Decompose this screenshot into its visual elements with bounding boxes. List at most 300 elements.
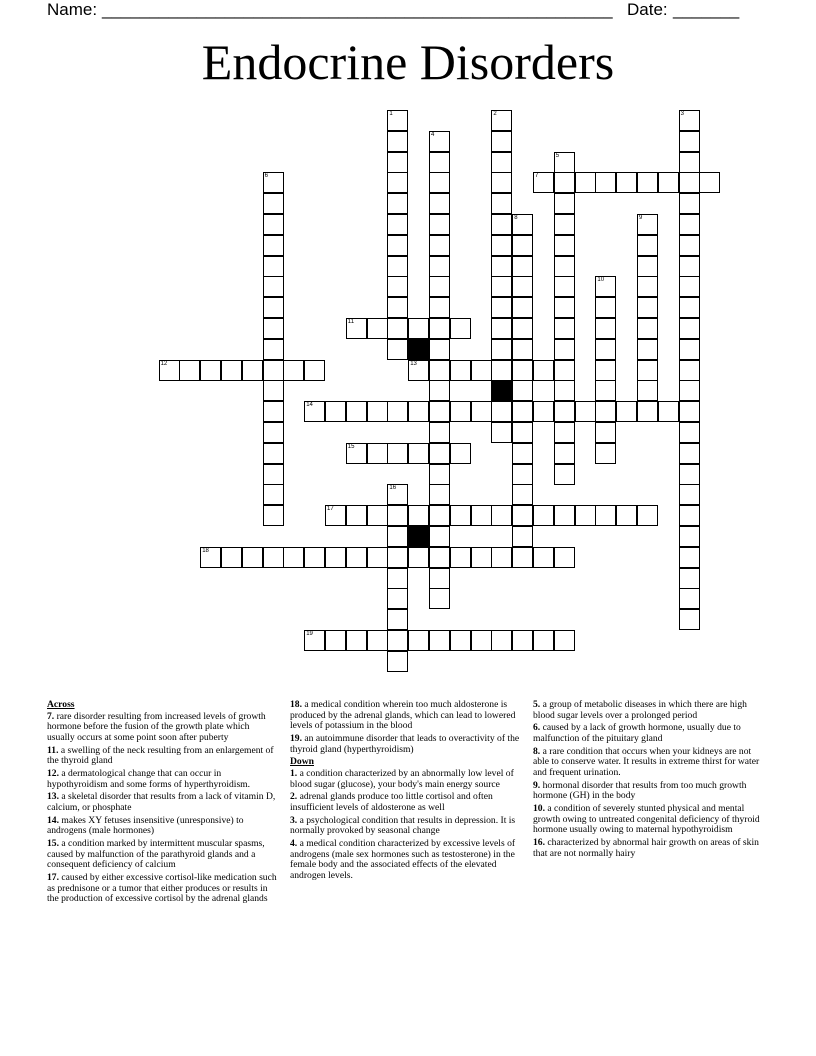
crossword-cell[interactable] (491, 276, 512, 297)
crossword-cell[interactable] (408, 443, 429, 464)
crossword-cell[interactable] (263, 547, 284, 568)
crossword-cell[interactable] (679, 360, 700, 381)
crossword-cell[interactable] (429, 630, 450, 651)
crossword-cell[interactable] (429, 193, 450, 214)
crossword-cell[interactable] (263, 193, 284, 214)
clue-number-label: 7. (47, 710, 55, 722)
clue-number-label: 18. (290, 699, 302, 710)
crossword-cell[interactable] (637, 256, 658, 277)
crossword-cell[interactable] (429, 401, 450, 422)
crossword-cell[interactable] (283, 360, 304, 381)
crossword-cell[interactable] (554, 339, 575, 360)
crossword-cell[interactable] (637, 380, 658, 401)
crossword-cell[interactable] (616, 401, 637, 422)
crossword-cell[interactable] (346, 547, 367, 568)
crossword-cell[interactable] (512, 276, 533, 297)
crossword-cell[interactable] (304, 401, 325, 422)
clue-item (290, 734, 522, 755)
clue-text: a condition characterized by an abnormally low level of blood sugar (glucose), your body's main energy source (290, 767, 514, 790)
crossword-cell[interactable] (512, 464, 533, 485)
crossword-cell[interactable] (471, 401, 492, 422)
clue-text: rare disorder resulting from increased levels of growth hormone before the fusion of the growth plate which usually occurs at some point soon after puberty (47, 710, 266, 743)
crossword-cell[interactable] (408, 401, 429, 422)
clues-column-1 (47, 700, 277, 907)
crossword-cell[interactable] (554, 235, 575, 256)
crossword-cell[interactable] (554, 214, 575, 235)
crossword-cell[interactable] (387, 152, 408, 173)
crossword-cell[interactable] (491, 318, 512, 339)
crossword-cell[interactable] (554, 443, 575, 464)
crossword-cell[interactable] (221, 547, 242, 568)
crossword-cell[interactable] (554, 505, 575, 526)
crossword-cell[interactable] (491, 214, 512, 235)
crossword-cell[interactable] (429, 297, 450, 318)
across-heading: Across (47, 699, 75, 710)
clue-item (533, 838, 765, 859)
crossword-cell[interactable] (304, 630, 325, 651)
crossword-cell[interactable] (367, 505, 388, 526)
crossword-cell[interactable] (575, 401, 596, 422)
clue-item (290, 792, 522, 813)
clue-number: 15 (347, 443, 355, 450)
clue-text: a condition marked by intermittent muscular spasms, caused by malfunction of the parathyroid glands and a consequent deficiency of calcium (47, 838, 265, 871)
crossword-cell[interactable] (387, 401, 408, 422)
crossword-cell[interactable] (429, 318, 450, 339)
crossword-cell[interactable] (679, 526, 700, 547)
crossword-cell[interactable] (387, 568, 408, 589)
crossword-cell[interactable] (512, 235, 533, 256)
crossword-cell[interactable] (450, 443, 471, 464)
crossword-cell[interactable] (554, 318, 575, 339)
crossword-cell[interactable] (450, 505, 471, 526)
crossword-cell[interactable] (679, 256, 700, 277)
clue-number-label: 6. (533, 722, 541, 734)
crossword-cell[interactable] (304, 360, 325, 381)
crossword-cell[interactable] (491, 152, 512, 173)
crossword-cell[interactable] (429, 588, 450, 609)
crossword-cell[interactable] (387, 484, 408, 505)
clue-item (290, 700, 522, 732)
clue-item (47, 712, 277, 744)
crossword-cell[interactable] (679, 131, 700, 152)
crossword-cell[interactable] (429, 380, 450, 401)
crossword-cell[interactable] (512, 443, 533, 464)
clue-number: 17 (327, 506, 334, 513)
crossword-cell[interactable] (429, 276, 450, 297)
clue-text: a dermatological change that can occur in hypothyroidism and some forms of hyperthyroidism. (47, 767, 251, 790)
crossword-cell[interactable] (679, 318, 700, 339)
clue-number-label: 3. (290, 814, 298, 826)
crossword-cell[interactable] (679, 380, 700, 401)
crossword-cell[interactable] (242, 547, 263, 568)
clue-number: 1 (389, 111, 393, 117)
crossword-cell[interactable] (679, 422, 700, 443)
crossword-cell[interactable] (512, 318, 533, 339)
clue-number-label: 16. (533, 837, 545, 849)
crossword-cell[interactable] (616, 505, 637, 526)
clue-number: 12 (160, 360, 168, 367)
crossword-cell[interactable] (679, 505, 700, 526)
crossword-cell[interactable] (429, 443, 450, 464)
crossword-cell[interactable] (346, 318, 367, 339)
crossword-cell[interactable] (263, 318, 284, 339)
crossword-cell[interactable] (387, 339, 408, 360)
crossword-cell[interactable] (679, 339, 700, 360)
crossword-cell[interactable] (429, 484, 450, 505)
crossword-cell[interactable] (346, 401, 367, 422)
crossword-cell[interactable] (679, 276, 700, 297)
clue-item (533, 781, 765, 802)
crossword-cell[interactable] (554, 360, 575, 381)
crossword-cell[interactable] (367, 401, 388, 422)
crossword-cell[interactable] (387, 297, 408, 318)
crossword-cell[interactable] (595, 380, 616, 401)
crossword-cell[interactable] (491, 401, 512, 422)
crossword-cell[interactable] (679, 152, 700, 173)
crossword-cell[interactable] (325, 547, 346, 568)
clue-number: 11 (347, 319, 355, 325)
clue-number-label: 5. (533, 699, 541, 710)
clue-number-label: 14. (47, 814, 59, 826)
clue-number-label: 10. (533, 803, 545, 815)
crossword-cell[interactable] (679, 401, 700, 422)
crossword-cell[interactable] (512, 526, 533, 547)
crossword-cell[interactable] (221, 360, 242, 381)
crossword-cell[interactable] (263, 484, 284, 505)
crossword-cell[interactable] (263, 360, 284, 381)
crossword-cell[interactable] (491, 297, 512, 318)
crossword-cell[interactable] (429, 256, 450, 277)
crossword-cell[interactable] (471, 630, 492, 651)
crossword-cell[interactable] (450, 630, 471, 651)
crossword-cell[interactable] (387, 609, 408, 630)
crossword-cell[interactable] (595, 505, 616, 526)
crossword-cell[interactable] (491, 110, 512, 131)
crossword-cell[interactable] (554, 380, 575, 401)
clue-item (290, 839, 522, 881)
crossword-cell[interactable] (429, 131, 450, 152)
clue-number: 16 (389, 485, 397, 492)
clue-number-label: 2. (290, 791, 298, 803)
clue-number: 13 (410, 360, 417, 367)
crossword-cell[interactable] (658, 401, 679, 422)
crossword-cell[interactable] (429, 505, 450, 526)
crossword-cell[interactable] (263, 401, 284, 422)
clue-item (47, 873, 277, 905)
crossword-cell[interactable] (450, 401, 471, 422)
crossword-cell[interactable] (263, 443, 284, 464)
crossword-cell[interactable] (533, 172, 554, 193)
crossword-cell[interactable] (346, 443, 367, 464)
crossword-cell[interactable] (429, 568, 450, 589)
clue-number: 4 (431, 131, 435, 138)
crossword-cell[interactable] (387, 193, 408, 214)
crossword-cell[interactable] (367, 547, 388, 568)
crossword-cell[interactable] (595, 360, 616, 381)
crossword-cell[interactable] (679, 443, 700, 464)
crossword-cell[interactable] (387, 235, 408, 256)
crossword-cell[interactable] (533, 401, 554, 422)
crossword-cell[interactable] (387, 318, 408, 339)
crossword-cell[interactable] (367, 630, 388, 651)
crossword-cell[interactable] (304, 547, 325, 568)
crossword-cell[interactable] (554, 422, 575, 443)
crossword-cell[interactable] (533, 505, 554, 526)
crossword-cell[interactable] (679, 110, 700, 131)
crossword-cell[interactable] (450, 547, 471, 568)
crossword-cell[interactable] (575, 172, 596, 193)
crossword-cell[interactable] (346, 505, 367, 526)
crossword-cell[interactable] (595, 172, 616, 193)
crossword-cell[interactable] (491, 547, 512, 568)
crossword-cell[interactable] (512, 297, 533, 318)
crossword-cell[interactable] (679, 609, 700, 630)
crossword-cell[interactable] (263, 422, 284, 443)
clue-number: 19 (306, 631, 313, 637)
crossword-cell[interactable] (637, 360, 658, 381)
crossword-cell[interactable] (554, 401, 575, 422)
crossword-cell[interactable] (512, 484, 533, 505)
crossword-cell[interactable] (387, 630, 408, 651)
crossword-cell[interactable] (429, 152, 450, 173)
crossword-cell[interactable] (616, 172, 637, 193)
crossword-cell[interactable] (387, 214, 408, 235)
crossword-cell[interactable] (200, 547, 221, 568)
crossword-cell[interactable] (429, 422, 450, 443)
crossword-cell[interactable] (595, 443, 616, 464)
black-cell (408, 526, 429, 547)
clue-number-label: 8. (533, 745, 541, 757)
crossword-cell[interactable] (554, 152, 575, 173)
crossword-cell[interactable] (595, 318, 616, 339)
clue-item (47, 839, 277, 871)
crossword-cell[interactable] (263, 380, 284, 401)
crossword-cell[interactable] (263, 172, 284, 193)
crossword-cell[interactable] (387, 588, 408, 609)
crossword-cell[interactable] (637, 276, 658, 297)
clue-text: makes XY fetuses insensitive (unresponsive) to androgens (male hormones) (47, 814, 244, 837)
crossword-cell[interactable] (346, 630, 367, 651)
crossword-cell[interactable] (408, 547, 429, 568)
crossword-cell[interactable] (387, 526, 408, 547)
crossword-cell[interactable] (679, 172, 700, 193)
crossword-cell[interactable] (512, 214, 533, 235)
crossword-cell[interactable] (491, 505, 512, 526)
crossword-cell[interactable] (512, 422, 533, 443)
crossword-cell[interactable] (429, 214, 450, 235)
crossword-cell[interactable] (512, 505, 533, 526)
crossword-cell[interactable] (637, 339, 658, 360)
crossword-cell[interactable] (263, 256, 284, 277)
clue-number: 5 (555, 152, 560, 159)
crossword-cell[interactable] (325, 630, 346, 651)
name-line[interactable]: ______________________________________________________ (102, 0, 613, 19)
crossword-cell[interactable] (263, 276, 284, 297)
crossword-cell[interactable] (263, 235, 284, 256)
clue-item (47, 746, 277, 767)
clue-item (533, 747, 765, 779)
clue-text: a medical condition wherein too much aldosterone is produced by the adrenal glands, which can lead to lowered levels of potassium in the blood (290, 699, 516, 732)
clue-text: a swelling of the neck resulting from an enlargement of the thyroid gland (47, 744, 274, 767)
crossword-cell[interactable] (429, 235, 450, 256)
crossword-cell[interactable] (637, 401, 658, 422)
crossword-cell[interactable] (200, 360, 221, 381)
crossword-cell[interactable] (387, 110, 408, 131)
crossword-cell[interactable] (512, 547, 533, 568)
crossword-cell[interactable] (387, 547, 408, 568)
clue-number: 10 (597, 277, 605, 284)
crossword-cell[interactable] (450, 360, 471, 381)
crossword-cell[interactable] (408, 505, 429, 526)
crossword-cell[interactable] (679, 235, 700, 256)
crossword-cell[interactable] (595, 339, 616, 360)
crossword-cell[interactable] (491, 172, 512, 193)
crossword-cell[interactable] (387, 256, 408, 277)
clues-column-2 (290, 700, 522, 884)
crossword-cell[interactable] (471, 360, 492, 381)
crossword-cell[interactable] (387, 131, 408, 152)
crossword-cell[interactable] (179, 360, 200, 381)
crossword-cell[interactable] (637, 235, 658, 256)
crossword-cell[interactable] (491, 339, 512, 360)
clue-item (290, 816, 522, 837)
crossword-cell[interactable] (283, 547, 304, 568)
crossword-cell[interactable] (512, 360, 533, 381)
crossword-cell[interactable] (367, 443, 388, 464)
clue-text: hormonal disorder that results from too much growth hormone (GH) in the body (533, 779, 747, 802)
clue-item (533, 723, 765, 744)
crossword-cell[interactable] (512, 256, 533, 277)
crossword-cell[interactable] (263, 339, 284, 360)
crossword-cell[interactable] (512, 339, 533, 360)
clue-number: 6 (264, 173, 268, 180)
crossword-cell[interactable] (491, 193, 512, 214)
crossword-cell[interactable] (679, 297, 700, 318)
crossword-cell[interactable] (408, 318, 429, 339)
crossword-cell[interactable] (263, 464, 284, 485)
crossword-cell[interactable] (263, 214, 284, 235)
crossword-cell[interactable] (679, 193, 700, 214)
crossword-cell[interactable] (367, 318, 388, 339)
crossword-cell[interactable] (159, 360, 180, 381)
crossword-cell[interactable] (679, 588, 700, 609)
crossword-cell[interactable] (408, 360, 429, 381)
crossword-cell[interactable] (512, 380, 533, 401)
crossword-cell[interactable] (554, 547, 575, 568)
crossword-cell[interactable] (637, 505, 658, 526)
crossword-cell[interactable] (575, 505, 596, 526)
crossword-cell[interactable] (429, 526, 450, 547)
crossword-cell[interactable] (637, 318, 658, 339)
clue-number-label: 12. (47, 767, 59, 779)
crossword-cell[interactable] (450, 318, 471, 339)
clue-number-label: 15. (47, 838, 59, 850)
crossword-cell[interactable] (242, 360, 263, 381)
crossword-cell[interactable] (387, 276, 408, 297)
crossword-cell[interactable] (533, 360, 554, 381)
crossword-cell[interactable] (491, 630, 512, 651)
crossword-cell[interactable] (387, 443, 408, 464)
crossword-cell[interactable] (429, 360, 450, 381)
crossword-cell[interactable] (658, 172, 679, 193)
crossword-cell[interactable] (595, 422, 616, 443)
crossword-cell[interactable] (595, 401, 616, 422)
crossword-cell[interactable] (554, 276, 575, 297)
clue-text: a group of metabolic diseases in which there are high blood sugar levels over a prolonged period (533, 699, 747, 721)
crossword-cell[interactable] (595, 276, 616, 297)
crossword-cell[interactable] (554, 630, 575, 651)
crossword-cell[interactable] (512, 630, 533, 651)
crossword-cell[interactable] (554, 172, 575, 193)
crossword-cell[interactable] (554, 256, 575, 277)
crossword-cell[interactable] (429, 172, 450, 193)
crossword-cell[interactable] (263, 505, 284, 526)
crossword-cell[interactable] (263, 297, 284, 318)
crossword-cell[interactable] (679, 484, 700, 505)
crossword-cell[interactable] (637, 172, 658, 193)
crossword-cell[interactable] (637, 214, 658, 235)
crossword-cell[interactable] (554, 464, 575, 485)
clue-text: adrenal glands produce too little cortisol and often insufficient levels of aldosterone as well (290, 791, 493, 813)
clue-text: a skeletal disorder that results from a lack of vitamin D, calcium, or phosphate (47, 791, 276, 813)
clue-item (47, 816, 277, 837)
crossword-cell[interactable] (679, 214, 700, 235)
crossword-cell[interactable] (554, 297, 575, 318)
crossword-cell[interactable] (491, 360, 512, 381)
crossword-cell[interactable] (533, 547, 554, 568)
crossword-cell[interactable] (679, 547, 700, 568)
crossword-cell[interactable] (491, 235, 512, 256)
clue-text: a psychological condition that results in depression. It is normally provoked by seasonal change (290, 814, 516, 837)
crossword-cell[interactable] (325, 401, 346, 422)
page-title: Endocrine Disorders (201, 34, 615, 90)
crossword-cell[interactable] (679, 464, 700, 485)
crossword-cell[interactable] (699, 172, 720, 193)
crossword-cell[interactable] (471, 505, 492, 526)
crossword-cell[interactable] (429, 464, 450, 485)
clue-text: an autoimmune disorder that leads to overactivity of the thyroid gland (hyperthyroidism) (290, 732, 520, 755)
crossword-cell[interactable] (491, 422, 512, 443)
crossword-cell[interactable] (533, 630, 554, 651)
crossword-cell[interactable] (491, 131, 512, 152)
clue-number-label: 4. (290, 838, 298, 850)
clue-number: 18 (202, 547, 209, 554)
crossword-cell[interactable] (491, 256, 512, 277)
clue-item (290, 769, 522, 790)
date-line[interactable]: _______ (673, 0, 740, 19)
clue-number: 8 (514, 215, 518, 221)
crossword-cell[interactable] (387, 505, 408, 526)
crossword-cell[interactable] (595, 297, 616, 318)
crossword-cell[interactable] (408, 630, 429, 651)
crossword-cell[interactable] (387, 651, 408, 672)
clue-text: caused by either excessive cortisol-like medication such as prednisone or a tumor that either produces or results in the production of excessive cortisol by the adrenal glands (47, 872, 277, 905)
crossword-cell[interactable] (637, 297, 658, 318)
clues-column-3 (533, 700, 765, 861)
crossword-cell[interactable] (325, 505, 346, 526)
crossword-cell[interactable] (471, 547, 492, 568)
black-cell (408, 339, 429, 360)
date-label: Date: (627, 0, 668, 19)
down-heading: Down (290, 756, 314, 768)
crossword-cell[interactable] (429, 339, 450, 360)
crossword-cell[interactable] (387, 172, 408, 193)
crossword-cell[interactable] (512, 401, 533, 422)
crossword-cell[interactable] (679, 568, 700, 589)
crossword-cell[interactable] (429, 547, 450, 568)
clue-text: characterized by abnormal hair growth on areas of skin that are not normally hairy (533, 837, 759, 859)
crossword-cell[interactable] (554, 193, 575, 214)
